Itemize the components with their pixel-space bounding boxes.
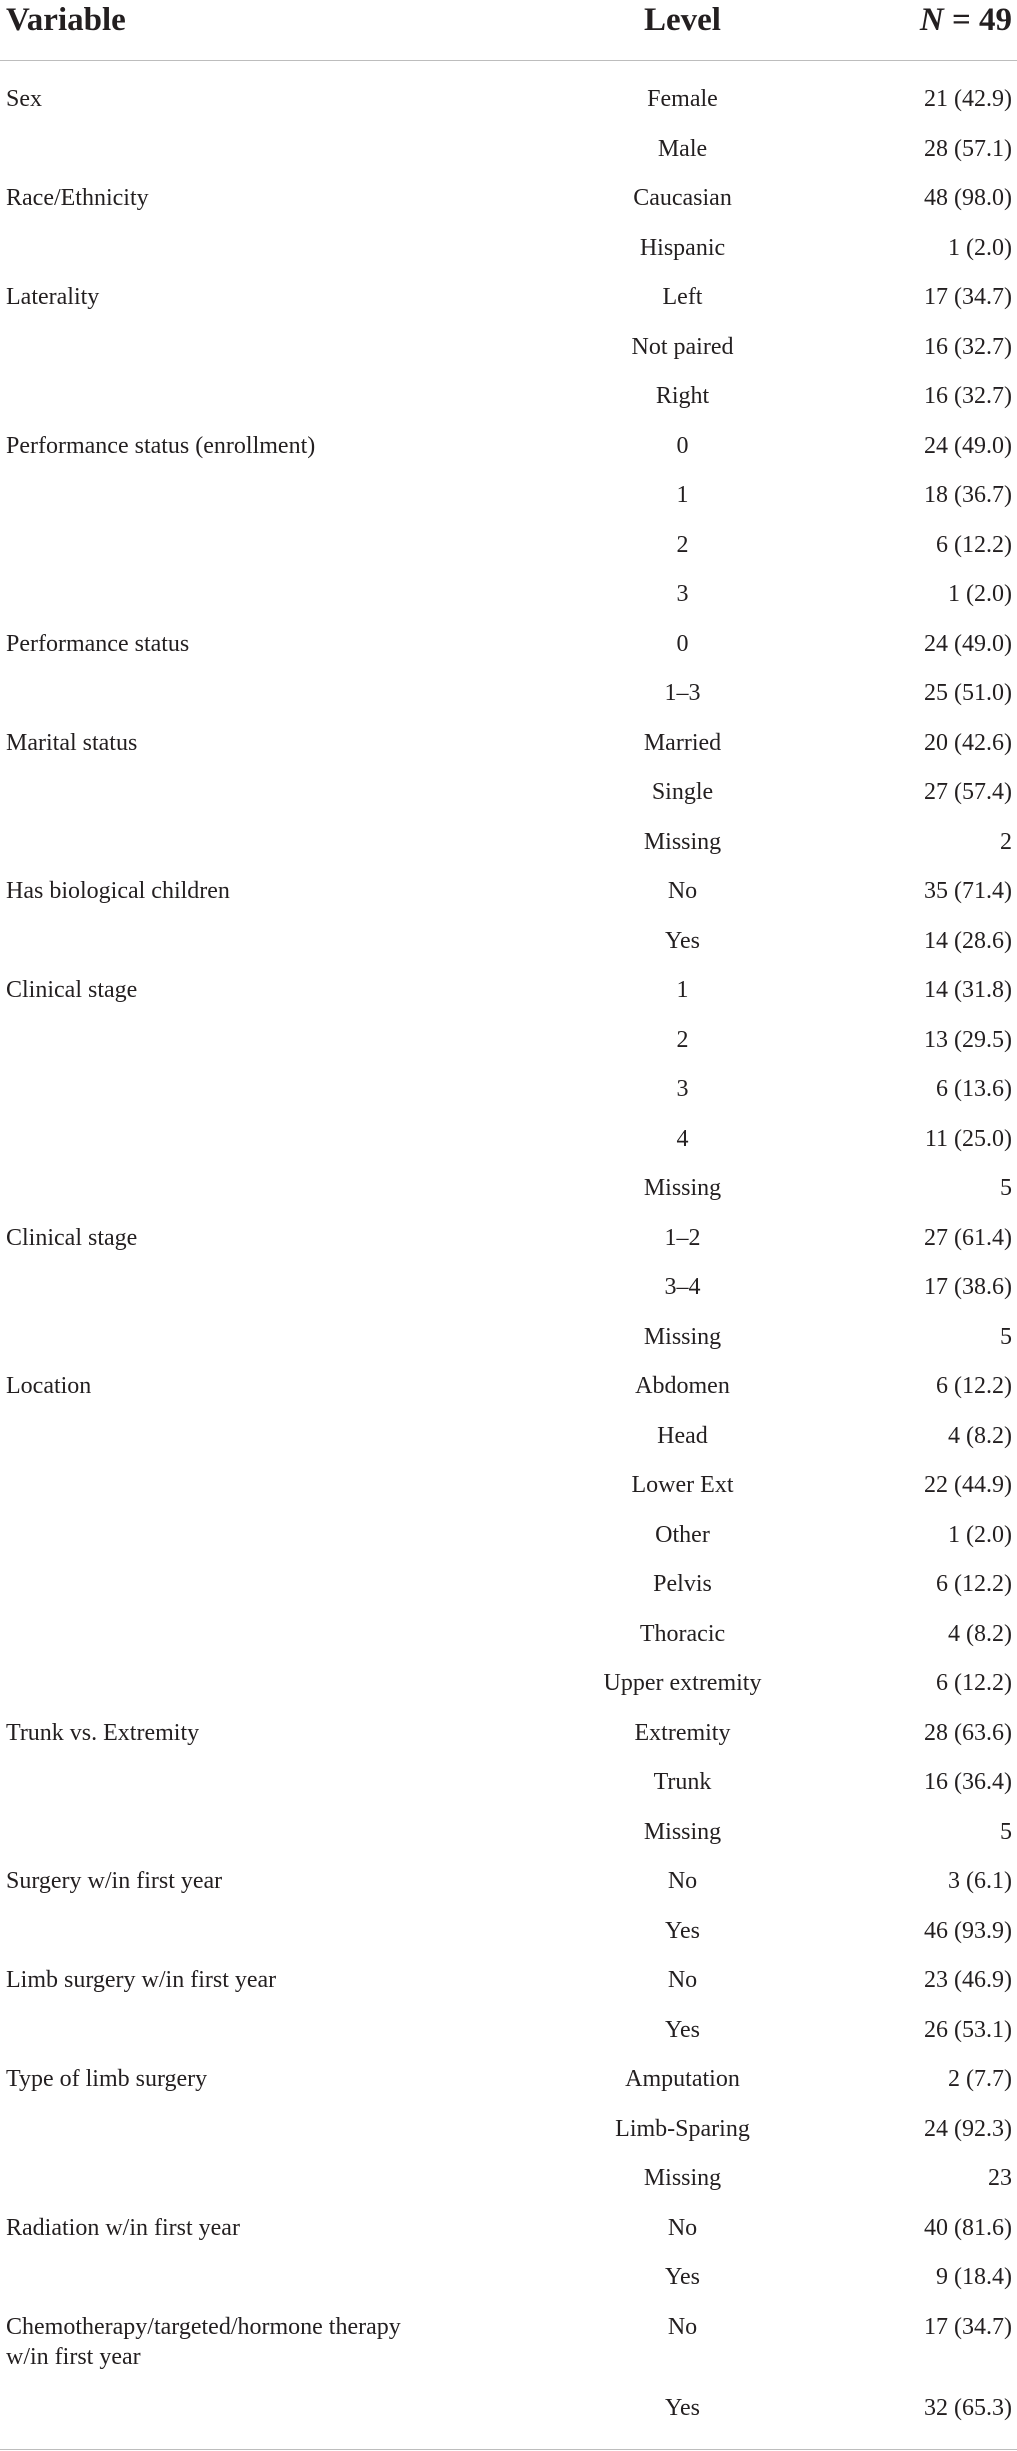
cell-level: 2 (676, 531, 689, 558)
cell-count: 17 (34.7) (924, 2313, 1012, 2340)
cell-variable: Marital status (6, 729, 138, 756)
cell-count: 23 (988, 2165, 1012, 2191)
cell-level: No (667, 1967, 698, 1993)
cell-level: No (667, 2214, 698, 2241)
cell-count: 20 (42.6) (924, 729, 1012, 756)
cell-count: 3 (6.1) (948, 1868, 1012, 1894)
table-row (0, 177, 1017, 227)
cell-level: Extremity (634, 1719, 731, 1746)
cell-count: 5 (1000, 1818, 1012, 1845)
cell-count: 13 (29.5) (924, 1026, 1012, 1053)
cell-count: 32 (65.3) (924, 2394, 1012, 2421)
table-row (0, 1068, 1017, 1118)
cell-variable: Clinical stage (6, 1224, 138, 1251)
table-row (0, 1167, 1017, 1217)
cell-count: 35 (71.4) (924, 878, 1012, 904)
table-row (0, 2256, 1017, 2306)
cell-count: 1 (2.0) (948, 234, 1012, 261)
cell-level: Abdomen (635, 1373, 730, 1399)
cell-count: 5 (1000, 1323, 1012, 1350)
cell-level: Yes (665, 2016, 700, 2043)
cell-count: 2 (1000, 828, 1012, 855)
cell-level: 1 (676, 977, 689, 1003)
table-row (0, 2058, 1017, 2108)
cell-variable: Performance status (enrollment) (6, 432, 316, 459)
cell-count: 1 (2.0) (948, 581, 1012, 607)
cell-level: Other (655, 1521, 710, 1548)
cell-count: 4 (8.2) (948, 1620, 1012, 1647)
cell-variable: Trunk vs. Extremity (6, 1719, 200, 1746)
cell-level: Female (647, 86, 718, 112)
cell-count: 17 (38.6) (924, 1274, 1012, 1300)
cell-level: Hispanic (639, 234, 726, 261)
cell-count: 2 (7.7) (948, 2066, 1012, 2092)
cell-level: No (667, 2313, 698, 2340)
table-row (0, 821, 1017, 871)
table-row (0, 1860, 1017, 1910)
cell-level: 1–3 (664, 680, 701, 706)
table-row (0, 474, 1017, 524)
cell-level: 0 (676, 432, 689, 459)
cell-variable: Laterality (6, 284, 100, 310)
cell-level: 3 (676, 581, 689, 607)
cell-count: 46 (93.9) (924, 1917, 1012, 1944)
cell-level: 3–4 (664, 1274, 701, 1300)
table-row (0, 128, 1017, 178)
cell-variable: Location (6, 1373, 92, 1399)
table-row (0, 1415, 1017, 1465)
cell-level: 4 (676, 1125, 689, 1152)
table-row (0, 425, 1017, 475)
table-row (0, 672, 1017, 722)
table-row (0, 2157, 1017, 2207)
table-row (0, 1217, 1017, 1267)
table-row (0, 920, 1017, 970)
cell-level: Pelvis (653, 1571, 712, 1597)
header-level: Level (644, 2, 721, 38)
table-row (0, 1563, 1017, 1613)
cell-level: Missing (643, 1818, 722, 1845)
table-row (0, 2108, 1017, 2158)
cell-count: 5 (1000, 1175, 1012, 1201)
cell-level: Caucasian (633, 185, 732, 211)
table-row (0, 1365, 1017, 1415)
table-row (0, 276, 1017, 326)
cell-count: 48 (98.0) (924, 185, 1012, 211)
cell-count: 6 (12.2) (936, 531, 1012, 558)
table-row (0, 1316, 1017, 1366)
cell-level: Not paired (631, 333, 734, 360)
cell-count: 16 (32.7) (924, 383, 1012, 409)
table-row (0, 2306, 1017, 2387)
table-row (0, 1613, 1017, 1663)
cell-level: Missing (643, 1175, 722, 1201)
cell-level: Amputation (625, 2066, 740, 2092)
table-row (0, 78, 1017, 128)
table-row (0, 2207, 1017, 2257)
table-row (0, 375, 1017, 425)
cell-level: Missing (643, 2165, 722, 2191)
cell-count: 6 (13.6) (936, 1076, 1012, 1102)
cell-level: Head (657, 1422, 708, 1449)
table-row (0, 1811, 1017, 1861)
table-row (0, 326, 1017, 376)
table-bottom-divider (0, 2449, 1017, 2450)
cell-level: 1–2 (664, 1224, 701, 1251)
cell-count: 14 (28.6) (924, 927, 1012, 954)
header-divider (0, 60, 1017, 61)
cell-level: Missing (643, 1323, 722, 1350)
cell-level: 1 (676, 482, 689, 508)
cell-level: No (667, 1868, 698, 1894)
header-n (920, 0, 1012, 40)
table-row (0, 1019, 1017, 1069)
header-n-symbol: N (919, 2, 944, 38)
table-row (0, 1514, 1017, 1564)
cell-count: 24 (92.3) (924, 2115, 1012, 2142)
cell-level: Yes (665, 2264, 700, 2290)
cell-variable: Clinical stage (6, 977, 138, 1003)
table-row (0, 2387, 1017, 2437)
table-body (0, 78, 1017, 2436)
cell-count: 6 (12.2) (936, 1373, 1012, 1399)
header-n-value: = 49 (943, 2, 1012, 38)
cell-count: 1 (2.0) (948, 1521, 1012, 1548)
table-row (0, 227, 1017, 277)
cell-count: 24 (49.0) (924, 630, 1012, 657)
cell-level: Upper extremity (603, 1670, 762, 1696)
cell-count: 22 (44.9) (924, 1472, 1012, 1498)
cell-count: 18 (36.7) (924, 482, 1012, 508)
table-row (0, 1464, 1017, 1514)
cell-count: 6 (12.2) (936, 1670, 1012, 1696)
cell-level: Trunk (653, 1769, 712, 1795)
cell-count: 17 (34.7) (924, 284, 1012, 310)
cell-level: Yes (665, 2394, 700, 2421)
cell-count: 28 (57.1) (924, 135, 1012, 162)
cell-count: 28 (63.6) (924, 1719, 1012, 1746)
cell-level: Limb-Sparing (615, 2115, 750, 2142)
cell-variable: Type of limb surgery (6, 2066, 208, 2092)
cell-level: 2 (676, 1026, 689, 1053)
cell-level: Right (655, 383, 710, 409)
cell-level: Lower Ext (631, 1472, 734, 1498)
cell-count: 21 (42.9) (924, 86, 1012, 112)
table-row (0, 2009, 1017, 2059)
cell-variable: Performance status (6, 630, 190, 657)
table-row (0, 573, 1017, 623)
cell-level: Married (643, 729, 722, 756)
cell-count: 27 (61.4) (924, 1224, 1012, 1251)
cell-level: No (667, 878, 698, 904)
cell-level: Thoracic (639, 1620, 726, 1647)
cell-count: 26 (53.1) (924, 2016, 1012, 2043)
cell-count: 4 (8.2) (948, 1422, 1012, 1449)
cell-variable: Sex (6, 86, 42, 112)
cell-count: 23 (46.9) (924, 1967, 1012, 1993)
table-row (0, 1959, 1017, 2009)
cell-variable: Race/Ethnicity (6, 185, 149, 211)
header-variable: Variable (6, 2, 126, 38)
cell-variable: Surgery w/in first year (6, 1868, 223, 1894)
cell-count: 11 (25.0) (924, 1125, 1012, 1152)
table-row (0, 1761, 1017, 1811)
cell-level: Yes (665, 927, 700, 954)
cell-count: 40 (81.6) (924, 2214, 1012, 2241)
cell-count: 6 (12.2) (936, 1571, 1012, 1597)
table-header-row (0, 0, 1017, 60)
table-row (0, 1662, 1017, 1712)
cell-count: 16 (32.7) (924, 333, 1012, 360)
table-row (0, 1266, 1017, 1316)
cell-count: 9 (18.4) (936, 2264, 1012, 2290)
cell-level: Left (662, 284, 703, 310)
cell-level: Missing (643, 828, 722, 855)
table-row (0, 623, 1017, 673)
cell-count: 27 (57.4) (924, 779, 1012, 805)
cell-count: 24 (49.0) (924, 432, 1012, 459)
cell-variable: Limb surgery w/in first year (6, 1967, 277, 1993)
cell-level: 0 (676, 630, 689, 657)
table-row (0, 524, 1017, 574)
table-row (0, 1712, 1017, 1762)
cell-variable: Chemotherapy/targeted/hormone therapy w/in first year (6, 2313, 401, 2370)
table-row (0, 1118, 1017, 1168)
table-row (0, 969, 1017, 1019)
cell-level: 3 (676, 1076, 689, 1102)
cell-level: Male (657, 135, 708, 162)
cell-count: 16 (36.4) (924, 1769, 1012, 1795)
cell-count: 14 (31.8) (924, 977, 1012, 1003)
table-row (0, 870, 1017, 920)
cell-count: 25 (51.0) (924, 680, 1012, 706)
cell-level: Yes (665, 1917, 700, 1944)
table-row (0, 771, 1017, 821)
table-row (0, 1910, 1017, 1960)
cell-variable: Has biological children (6, 878, 230, 904)
cell-variable: Radiation w/in first year (6, 2214, 240, 2241)
cell-level: Single (651, 779, 714, 805)
table-row (0, 722, 1017, 772)
